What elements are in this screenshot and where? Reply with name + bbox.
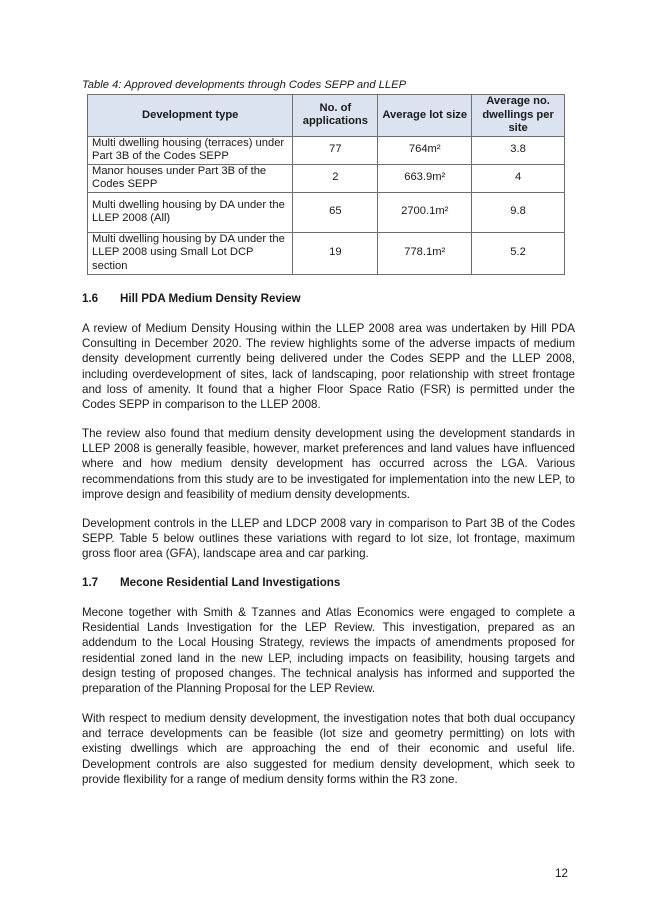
cell-type: Multi dwelling housing (terraces) under Part 3B of the Codes SEPP xyxy=(88,136,293,164)
cell-applications: 77 xyxy=(293,136,378,164)
section-title: Mecone Residential Land Investigations xyxy=(120,576,341,589)
paragraph: The review also found that medium density development using the development standards in LLEP 2008 is generally feasible, however, market preferences and land values have influenced where and how medium density development has occurred across the LGA. Various recommendations from this study are to be investigated for implementation into the new LEP, to improve design and feasibility of medium density developments. xyxy=(82,427,575,501)
cell-dwellings: 9.8 xyxy=(472,192,565,232)
cell-type: Manor houses under Part 3B of the Codes SEPP xyxy=(88,164,293,192)
cell-applications: 19 xyxy=(293,232,378,274)
section-number: 1.7 xyxy=(82,576,99,589)
cell-type: Multi dwelling housing by DA under the LLEP 2008 (All) xyxy=(88,192,293,232)
header-lot-size: Average lot size xyxy=(378,95,472,137)
header-applications: No. of applications xyxy=(293,95,378,137)
cell-lot-size: 663.9m² xyxy=(378,164,472,192)
header-dwellings: Average no. dwellings per site xyxy=(472,95,565,137)
cell-applications: 65 xyxy=(293,192,378,232)
section-number: 1.6 xyxy=(82,292,99,305)
paragraph: A review of Medium Density Housing within the LLEP 2008 area was undertaken by Hill PDA Consulting in December 2020. The review highlights some of the adverse impacts of medium density development currently being delivered under the Codes SEPP and the LLEP 2008, including overdevelopment of sites, lack of landscaping, poor relationship with street frontage and loss of amenity. It found that a higher Floor Space Ratio (FSR) is permitted under the Codes SEPP in comparison to the LLEP 2008. xyxy=(82,322,575,412)
paragraph: Mecone together with Smith & Tzannes and Atlas Economics were engaged to complete a Residential Lands Investigation for the LEP Review. This investigation, prepared as an addendum to the Local Housing Strategy, reviews the impacts of amendments proposed for residential zoned land in the new LEP, including impacts on feasibility, housing targets and design testing of proposed changes. The technical analysis has informed and supported the preparation of the Planning Proposal for the LEP Review. xyxy=(82,606,575,696)
cell-type: Multi dwelling housing by DA under the LLEP 2008 using Small Lot DCP section xyxy=(88,232,293,274)
table-caption: Table 4: Approved developments through Codes SEPP and LLEP xyxy=(82,79,407,91)
cell-dwellings: 5.2 xyxy=(472,232,565,274)
paragraph: Development controls in the LLEP and LDCP 2008 vary in comparison to Part 3B of the Codes SEPP. Table 5 below outlines these variations with regard to lot size, lot frontage, maximum gross floor area (GFA), landscape area and car parking. xyxy=(82,517,575,561)
table-row xyxy=(88,136,565,164)
table-row xyxy=(88,232,565,274)
section-heading xyxy=(82,292,301,305)
table-header-row xyxy=(88,95,565,137)
cell-dwellings: 3.8 xyxy=(472,136,565,164)
paragraph: With respect to medium density development, the investigation notes that both dual occupancy and terrace developments can be feasible (lot size and geometry permitting) on lots with existing dwellings which are approaching the end of their economic and useful life. Development controls are also suggested for medium density development, which seek to provide flexibility for a range of medium density forms within the R3 zone. xyxy=(82,712,575,786)
section-heading xyxy=(82,576,340,589)
header-development-type: Development type xyxy=(88,95,293,137)
table-row xyxy=(88,192,565,232)
table-row xyxy=(88,164,565,192)
cell-lot-size: 764m² xyxy=(378,136,472,164)
page-number: 12 xyxy=(555,867,568,880)
cell-applications: 2 xyxy=(293,164,378,192)
developments-table xyxy=(87,94,565,275)
cell-lot-size: 778.1m² xyxy=(378,232,472,274)
section-title: Hill PDA Medium Density Review xyxy=(120,292,301,305)
cell-dwellings: 4 xyxy=(472,164,565,192)
cell-lot-size: 2700.1m² xyxy=(378,192,472,232)
